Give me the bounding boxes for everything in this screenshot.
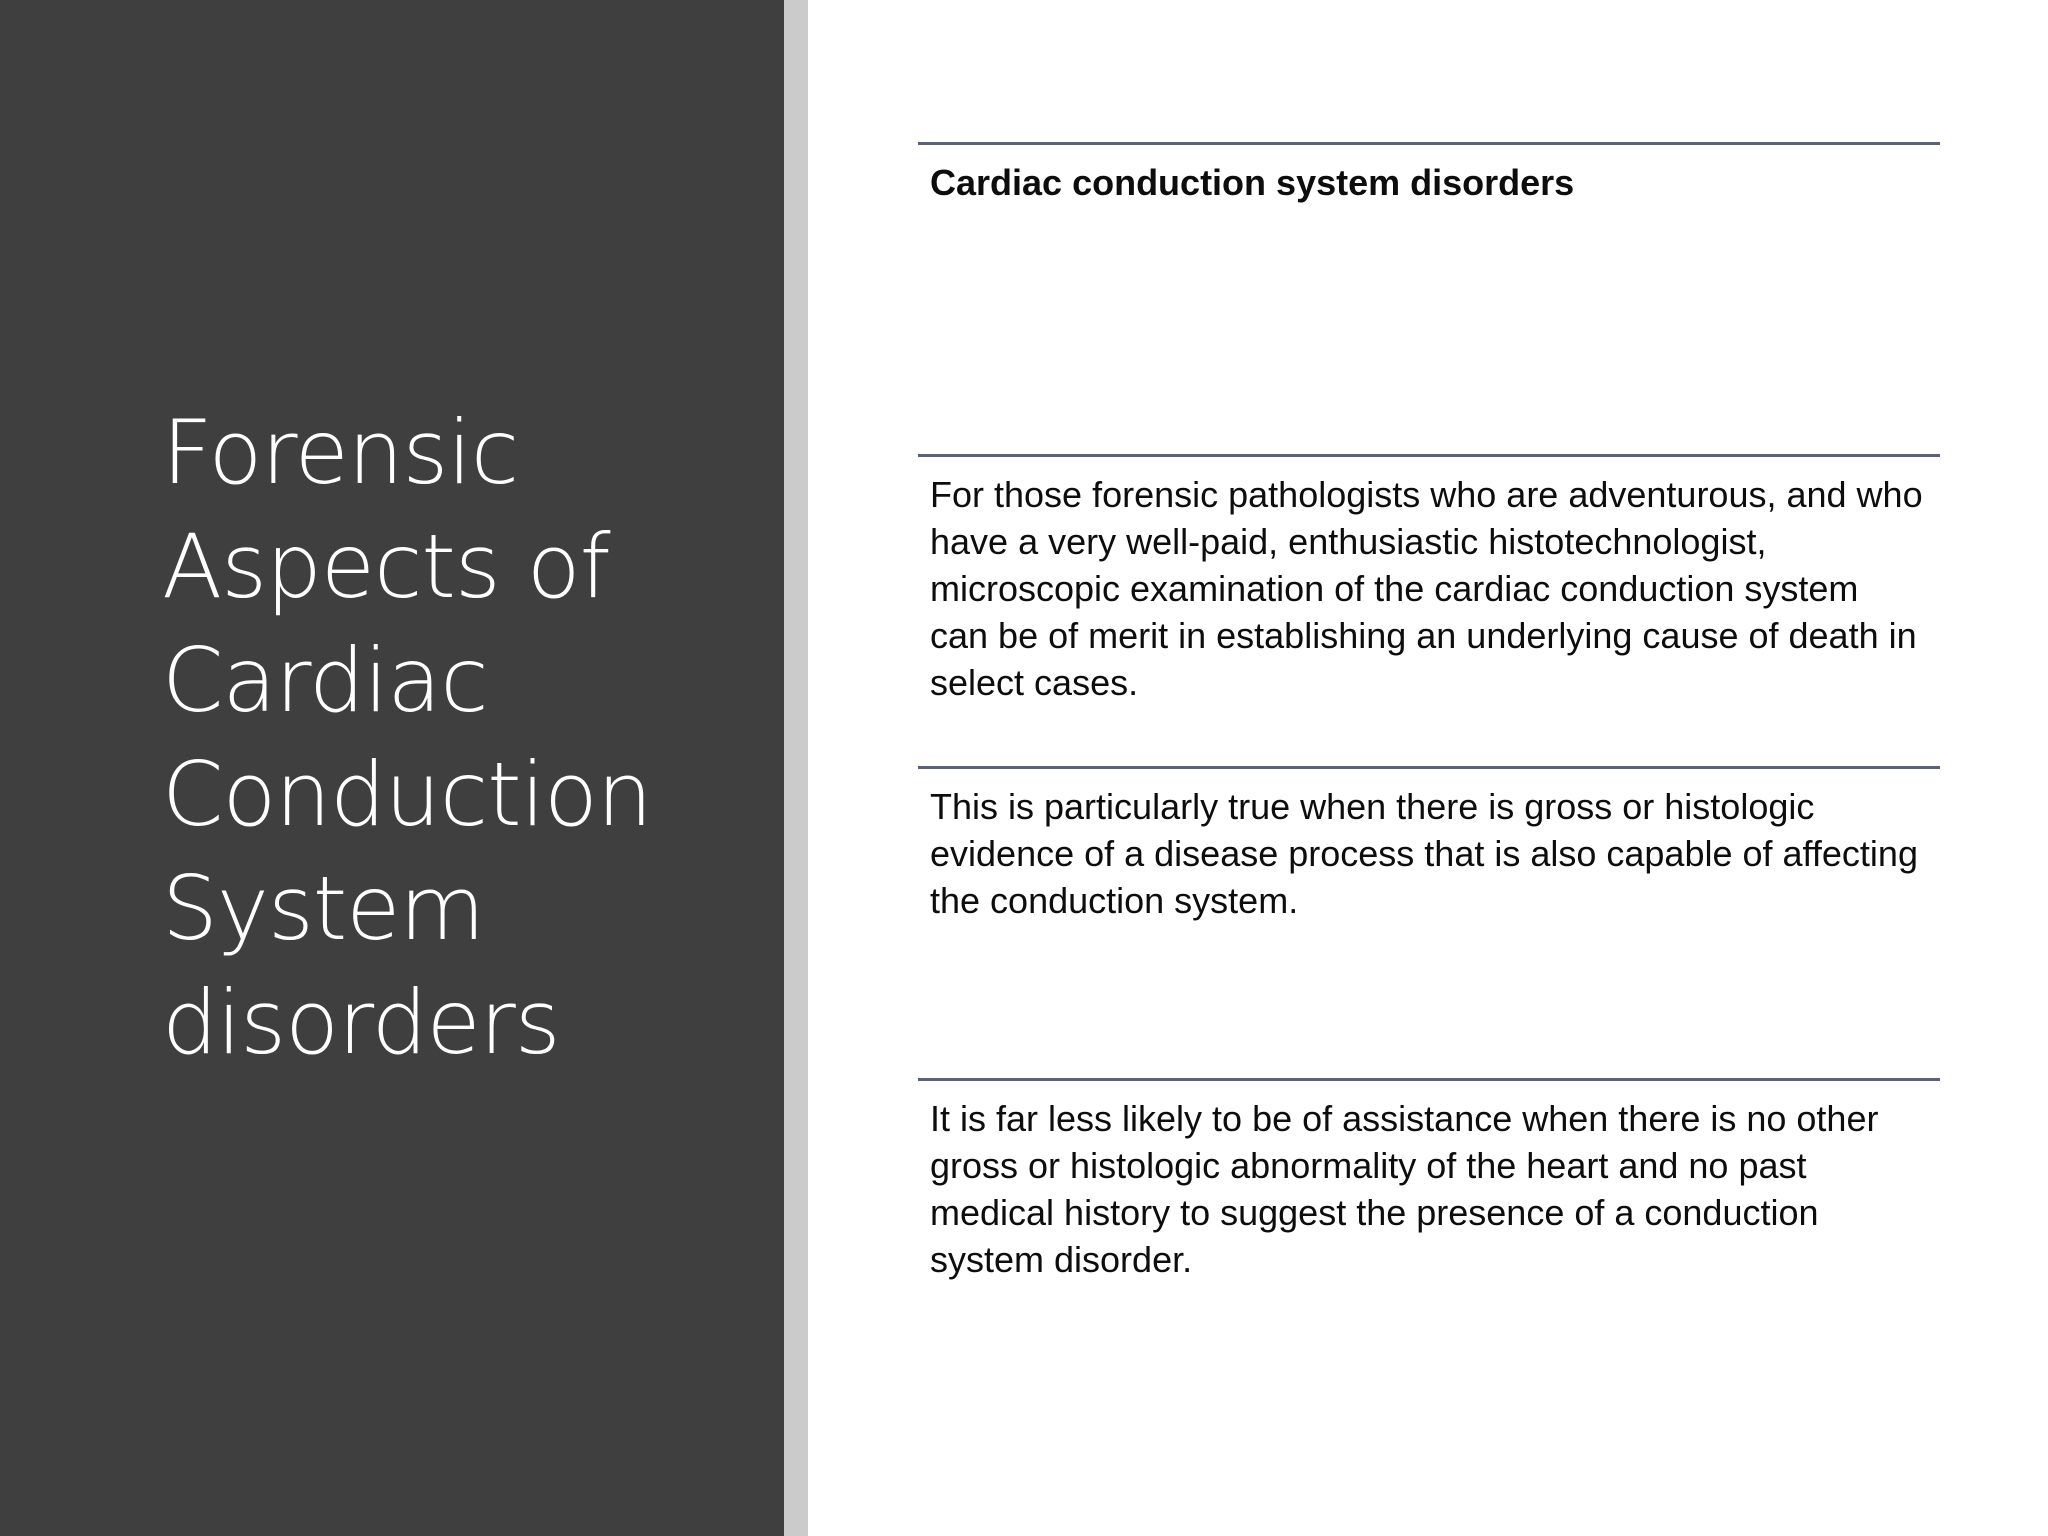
slide-title-line: disorders (162, 971, 560, 1074)
slide-title-line: Conduction (162, 743, 652, 846)
content-item-adventurous-pathologists (918, 454, 1940, 766)
content-item-heading (918, 142, 1940, 454)
content-item-text: It is far less likely to be of assistance when there is no other gross or histologic abnormality of the heart and no past medical history to suggest the presence of a conduction system disorder. (930, 1098, 1879, 1280)
slide-title-line: Aspects of (162, 515, 610, 618)
content-heading-text: Cardiac conduction system disorders (930, 162, 1575, 203)
content-item-text: For those forensic pathologists who are adventurous, and who have a very well-paid, enthusiastic histotechnologist, microscopic examination of the cardiac conduction system can be of merit in establishing an underlying cause of death in select cases. (930, 474, 1923, 703)
title-panel (0, 0, 784, 1536)
slide-title-line: System (162, 857, 485, 960)
content-item-less-likely (918, 1078, 1940, 1390)
panel-divider-stripe (784, 0, 808, 1536)
slide-title (162, 396, 752, 1080)
content-item-text: This is particularly true when there is gross or histologic evidence of a disease process that is also capable of affecting the conduction system. (930, 786, 1918, 921)
slide-title-line: Forensic (162, 401, 519, 504)
slide-title-line: Cardiac (162, 629, 488, 732)
content-item-histologic-evidence (918, 766, 1940, 1078)
